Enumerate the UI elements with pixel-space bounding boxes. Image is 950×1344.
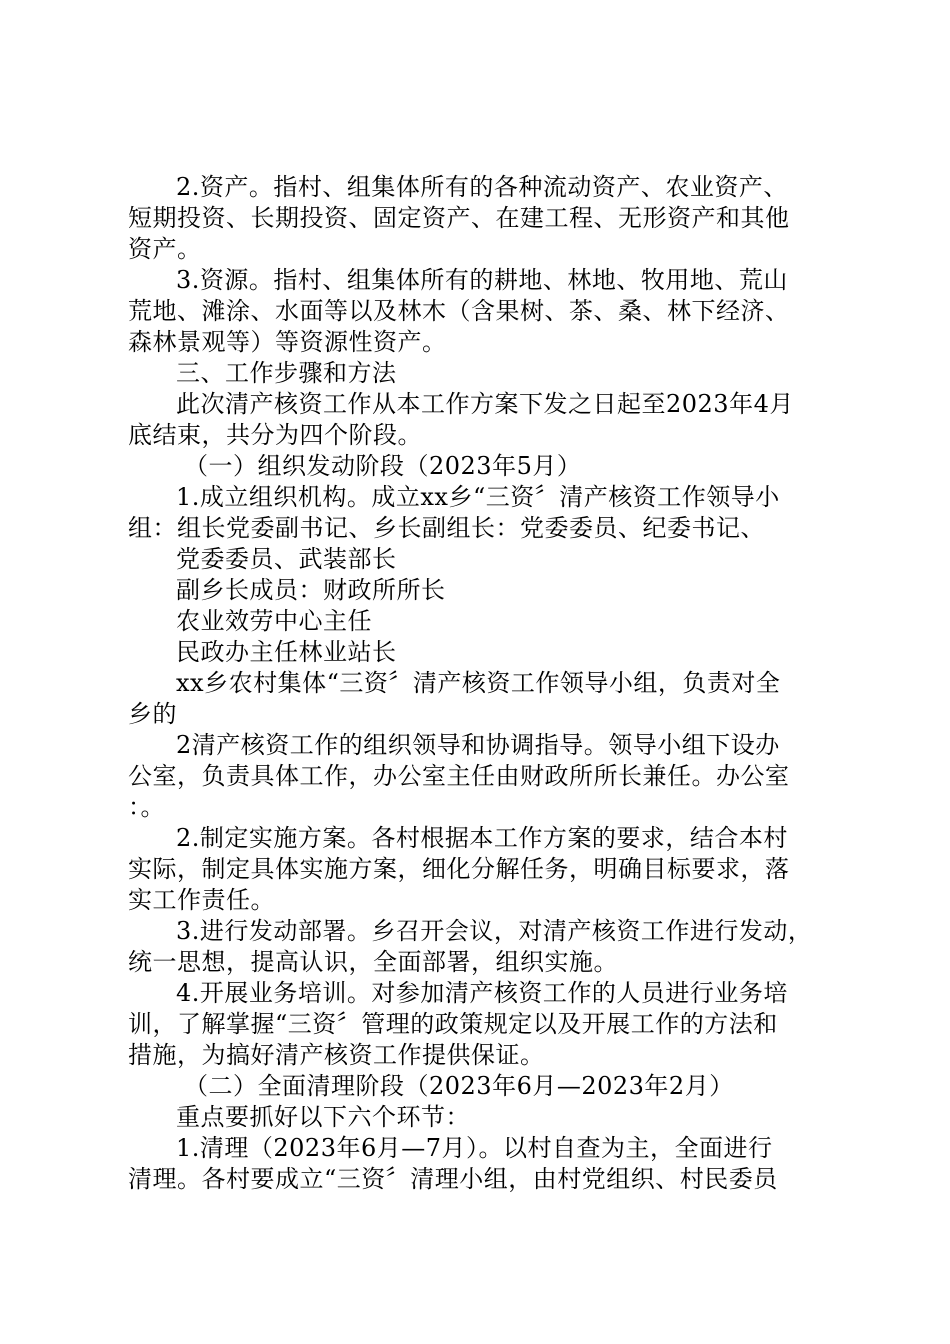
text-line: 训，了解掌握“三资〞管理的政策规定以及开展工作的方法和 <box>128 1010 778 1038</box>
text-line: ：。 <box>128 793 165 821</box>
text-line: 森林景观等）等资源性资产。 <box>128 328 447 356</box>
text-line: 重点要抓好以下六个环节： <box>176 1103 470 1131</box>
text-line: 组：组长党委副书记、乡长副组长：党委委员、纪委书记、 <box>128 514 765 542</box>
text-line: 民政办主任林业站长 <box>176 638 397 666</box>
section-heading: 三、工作步骤和方法 <box>176 359 397 387</box>
text-line: 3.进行发动部署。乡召开会议，对清产核资工作进行发动， <box>176 917 813 945</box>
text-line: 1.清理（2023年6月—7月）。以村自查为主，全面进行 <box>176 1134 773 1162</box>
text-line: 短期投资、长期投资、固定资产、在建工程、无形资产和其他 <box>128 204 790 232</box>
text-line: 2.资产。指村、组集体所有的各种流动资产、农业资产、 <box>176 173 788 201</box>
text-line: 4.开展业务培训。对参加清产核资工作的人员进行业务培 <box>176 979 788 1007</box>
document-body <box>128 172 828 1195</box>
text-line: 实际，制定具体实施方案，细化分解任务，明确目标要求，落 <box>128 855 790 883</box>
text-line: 措施，为搞好清产核资工作提供保证。 <box>128 1041 545 1069</box>
text-line: 此次清产核资工作从本工作方案下发之日起至2023年4月 <box>176 390 794 418</box>
text-line: 2清产核资工作的组织领导和协调指导。领导小组下设办 <box>176 731 780 759</box>
text-line: 公室，负责具体工作，办公室主任由财政所所长兼任。办公室 <box>128 762 790 790</box>
text-line: 清理。各村要成立“三资〞清理小组，由村党组织、村民委员 <box>128 1165 778 1193</box>
text-line: 荒地、滩涂、水面等以及林木（含果树、茶、桑、林下经济、 <box>128 297 790 325</box>
text-line: 统一思想，提高认识，全面部署，组织实施。 <box>128 948 618 976</box>
text-line: 3.资源。指村、组集体所有的耕地、林地、牧用地、荒山 <box>176 266 788 294</box>
subsection-heading: （一）组织发动阶段（2023年5月） <box>184 452 582 480</box>
text-line: 底结束，共分为四个阶段。 <box>128 421 422 449</box>
text-line: 副乡长成员：财政所所长 <box>176 576 446 604</box>
text-line: 党委委员、武装部长 <box>176 545 397 573</box>
text-line: 实工作责任。 <box>128 886 275 914</box>
text-line: 资产。 <box>128 235 202 263</box>
text-line: 1.成立组织机构。成立xx乡“三资〞清产核资工作领导小 <box>176 483 780 511</box>
text-line: xx乡农村集体“三资〞清产核资工作领导小组，负责对全 <box>176 669 781 697</box>
text-line: 乡的 <box>128 700 177 728</box>
text-line: 农业效劳中心主任 <box>176 607 372 635</box>
text-line: 2.制定实施方案。各村根据本工作方案的要求，结合本村 <box>176 824 788 852</box>
subsection-heading: （二）全面清理阶段（2023年6月—2023年2月） <box>184 1072 734 1100</box>
